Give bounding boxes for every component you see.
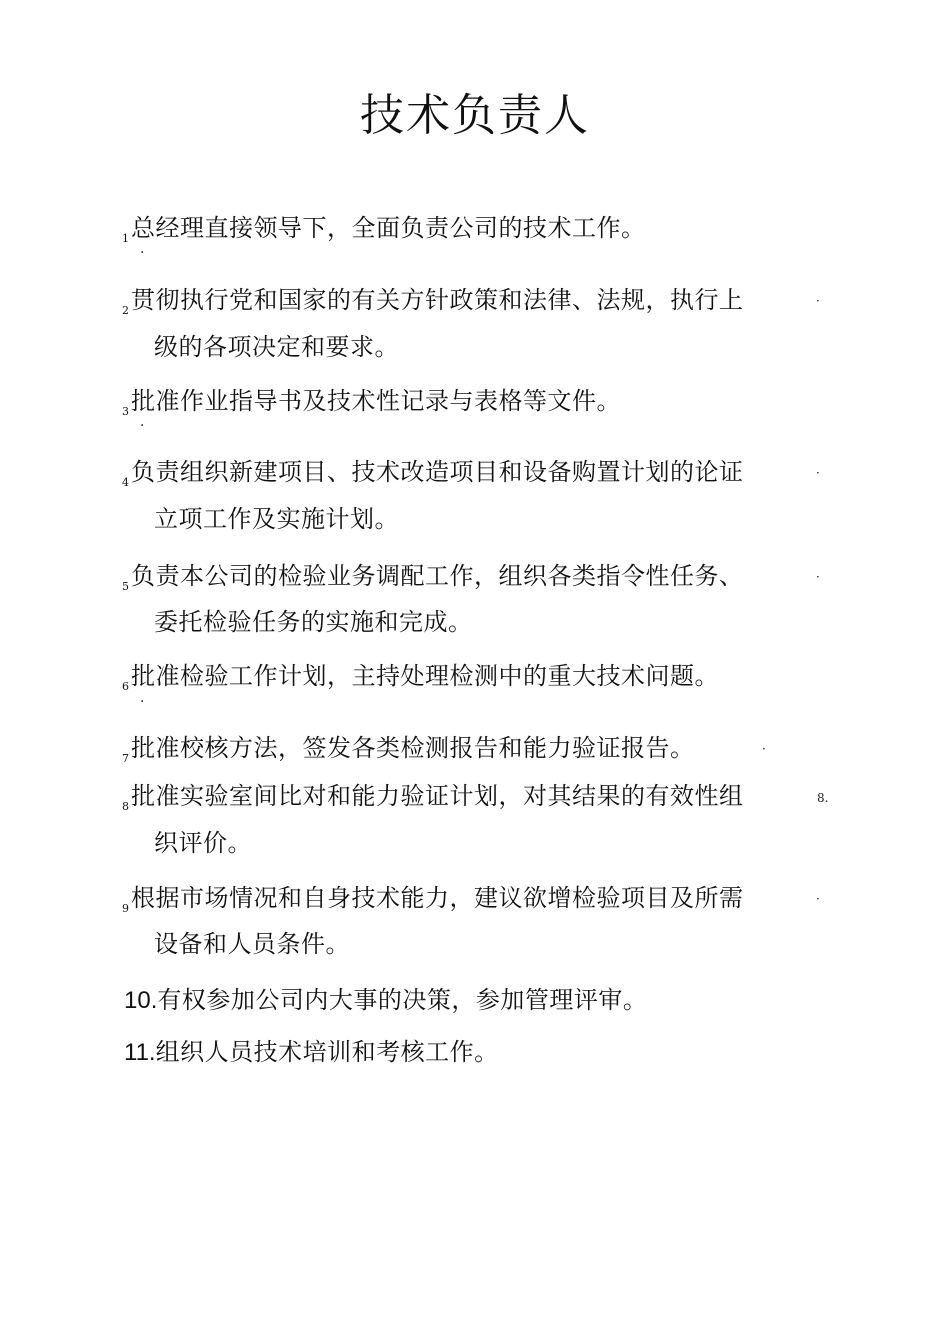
margin-mark: · — [762, 742, 766, 756]
margin-mark: · — [816, 570, 820, 584]
item-number: 1 — [122, 232, 129, 245]
item-number: 10. — [124, 987, 158, 1014]
list-item-6 — [122, 659, 719, 704]
item-text: 负责组织新建项目、技术改造项目和设备购置计划的论证 — [131, 458, 744, 486]
item-text: 贯彻执行党和国家的有关方针政策和法律、法规，执行上 — [131, 286, 744, 314]
item-text: 批准检验工作计划，主持处理检测中的重大技术问题。 — [131, 662, 719, 690]
margin-mark: · — [816, 294, 820, 308]
list-item-3 — [122, 384, 621, 429]
list-item-8 — [122, 779, 744, 824]
item-number: 8 — [122, 800, 129, 813]
item-text: 总经理直接领导下，全面负责公司的技术工作。 — [131, 214, 646, 242]
item-continuation: 设备和人员条件。 — [154, 930, 350, 958]
item-text: 批准作业指导书及技术性记录与表格等文件。 — [131, 387, 621, 415]
item-number: 11. — [124, 1039, 156, 1066]
list-item-7 — [122, 731, 695, 776]
item-continuation: 立项工作及实施计划。 — [154, 505, 399, 533]
margin-mark: · — [816, 892, 820, 906]
list-item-4 — [122, 455, 744, 500]
item-text: 根据市场情况和自身技术能力，建议欲增检验项目及所需 — [131, 884, 744, 912]
list-item-5 — [122, 559, 744, 604]
item-number: 4 — [122, 476, 129, 489]
list-item-9 — [122, 881, 744, 926]
item-continuation: 织评价。 — [154, 829, 252, 857]
item-text: 组织人员技术培训和考核工作。 — [155, 1038, 499, 1066]
item-number: 3 — [122, 405, 129, 418]
list-item-11 — [124, 1035, 499, 1070]
list-item-2 — [122, 283, 744, 328]
margin-mark: · — [816, 466, 820, 480]
item-number: 6 — [122, 680, 129, 693]
item-continuation: 委托检验任务的实施和完成。 — [154, 608, 473, 636]
dot-mark: · — [140, 245, 145, 261]
item-number: 7 — [122, 752, 129, 765]
list-item-1 — [122, 211, 646, 256]
item-number: 2 — [122, 304, 129, 317]
item-number: 5 — [122, 580, 129, 593]
dot-mark: · — [140, 418, 145, 434]
dot-mark: · — [140, 694, 145, 710]
list-item-10 — [124, 983, 647, 1018]
document-title: 技术负责人 — [360, 90, 590, 141]
item-text: 批准实验室间比对和能力验证计划，对其结果的有效性组 — [131, 782, 744, 810]
item-text: 负责本公司的检验业务调配工作，组织各类指令性任务、 — [131, 562, 744, 590]
item-number: 9 — [122, 902, 129, 915]
item-text: 有权参加公司内大事的决策，参加管理评审。 — [157, 986, 648, 1014]
item-text: 批准校核方法，签发各类检测报告和能力验证报告。 — [131, 734, 695, 762]
margin-mark: 8. — [817, 791, 829, 805]
item-continuation: 级的各项决定和要求。 — [154, 333, 399, 361]
